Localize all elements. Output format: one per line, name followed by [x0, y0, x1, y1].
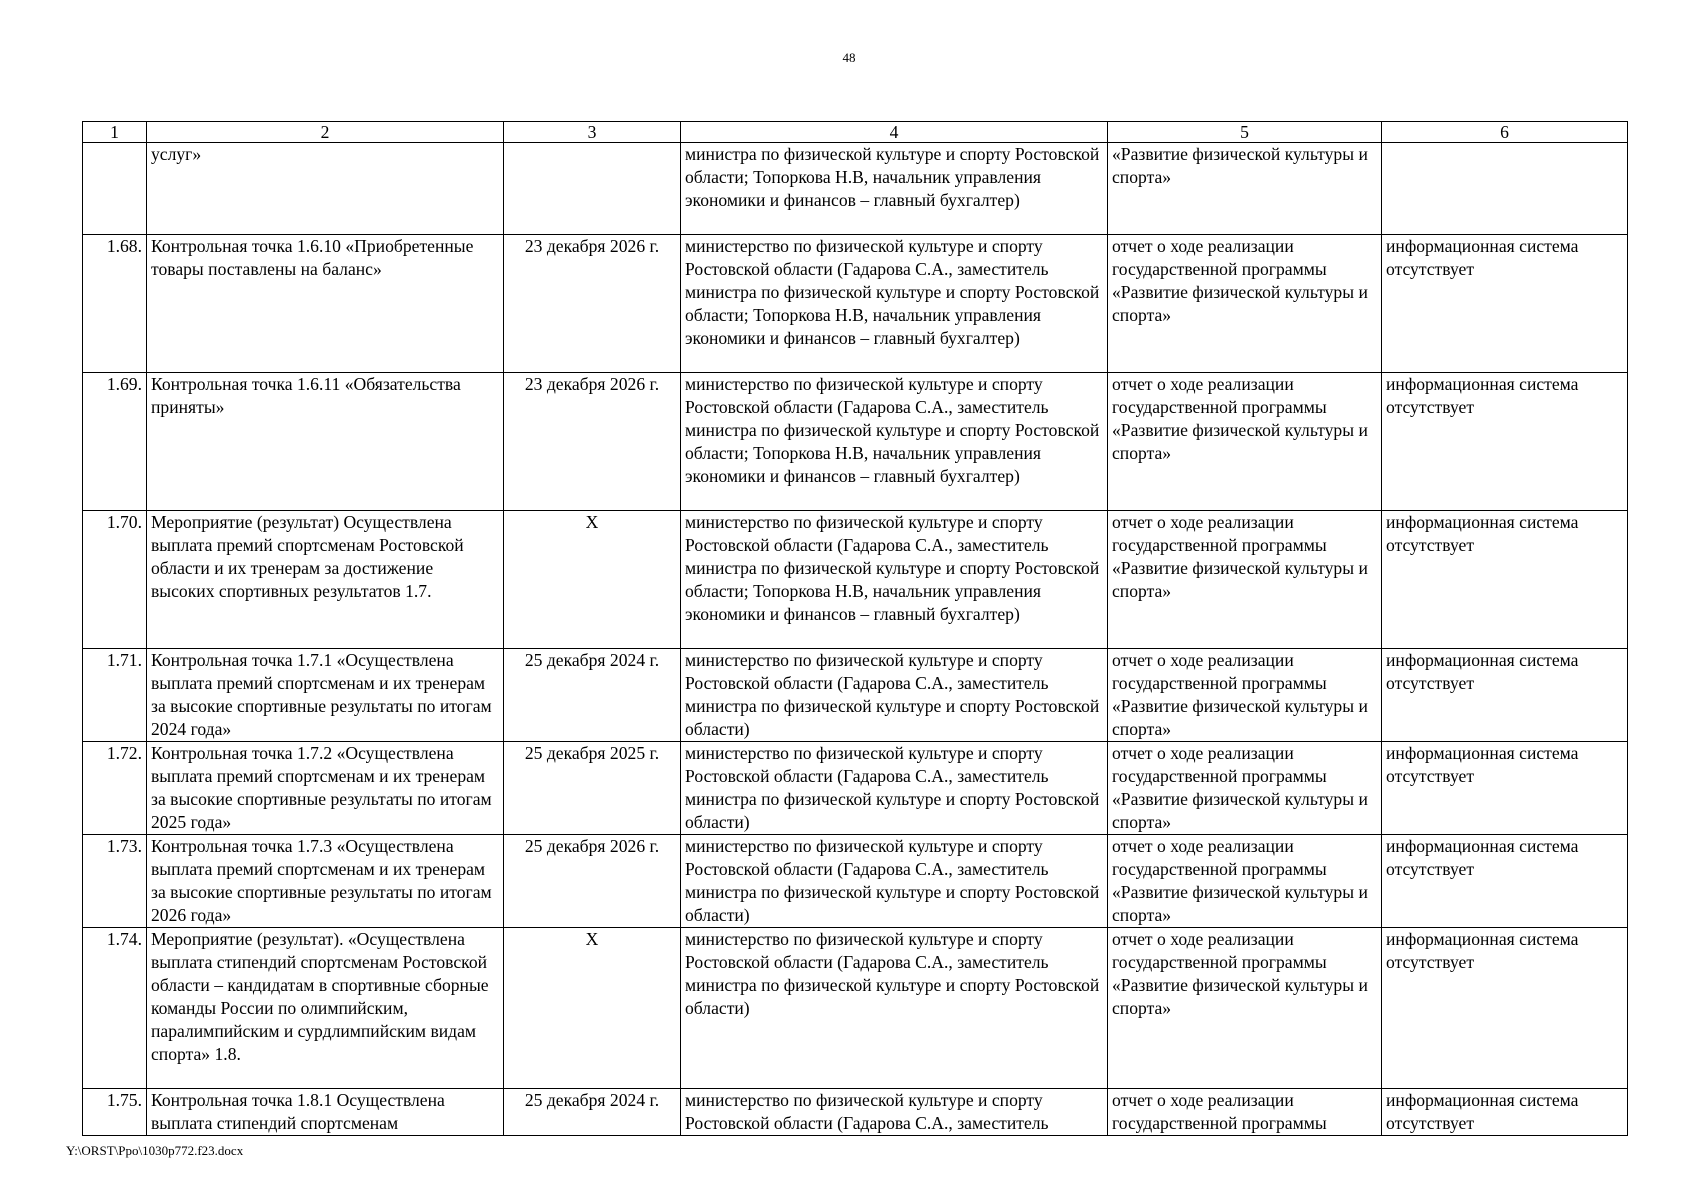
row-responsible: министра по физической культуре и спорту Ростовской области; Топоркова Н.В, начальник управления экономики и финансов – главный бухгалтер) — [681, 143, 1108, 235]
row-system: информационная система отсутствует — [1382, 649, 1628, 742]
column-header-6: 6 — [1382, 122, 1628, 143]
table-row — [83, 649, 1628, 742]
column-header-5: 5 — [1108, 122, 1382, 143]
row-document: отчет о ходе реализации государственной программы «Развитие физической культуры и спорта» — [1108, 928, 1382, 1089]
row-responsible: министерство по физической культуре и спорту Ростовской области (Гадарова С.А., заместитель министра по физической культуре и спорту Ростовской области) — [681, 649, 1108, 742]
row-document: отчет о ходе реализации государственной программы «Развитие физической культуры и спорта» — [1108, 649, 1382, 742]
row-system: информационная система отсутствует — [1382, 235, 1628, 373]
table-row — [83, 742, 1628, 835]
row-name: Контрольная точка 1.7.3 «Осуществлена выплата премий спортсменам и их тренерам за высокие спортивные результаты по итогам 2026 года» — [147, 835, 504, 928]
table-row — [83, 143, 1628, 235]
row-responsible: министерство по физической культуре и спорту Ростовской области (Гадарова С.А., заместитель министра по физической культуре и спорту Ростовской области; Топоркова Н.В, начальник управления экономики и финансов – главный бухгалтер) — [681, 511, 1108, 649]
row-date: 25 декабря 2025 г. — [504, 742, 681, 835]
row-responsible: министерство по физической культуре и спорту Ростовской области (Гадарова С.А., заместитель министра по физической культуре и спорту Ростовской области) — [681, 835, 1108, 928]
row-date: 25 декабря 2026 г. — [504, 835, 681, 928]
table-row — [83, 835, 1628, 928]
row-document: отчет о ходе реализации государственной программы — [1108, 1089, 1382, 1136]
row-date: 23 декабря 2026 г. — [504, 373, 681, 511]
row-number: 1.73. — [83, 835, 147, 928]
row-system: информационная система отсутствует — [1382, 373, 1628, 511]
row-system: информационная система отсутствует — [1382, 742, 1628, 835]
column-header-4: 4 — [681, 122, 1108, 143]
row-name: Контрольная точка 1.6.10 «Приобретенные товары поставлены на баланс» — [147, 235, 504, 373]
row-number: 1.69. — [83, 373, 147, 511]
row-responsible: министерство по физической культуре и спорту Ростовской области (Гадарова С.А., заместитель министра по физической культуре и спорту Ростовской области) — [681, 742, 1108, 835]
table-row — [83, 928, 1628, 1089]
row-number: 1.70. — [83, 511, 147, 649]
row-date: 25 декабря 2024 г. — [504, 649, 681, 742]
row-document: отчет о ходе реализации государственной программы «Развитие физической культуры и спорта» — [1108, 835, 1382, 928]
row-document: отчет о ходе реализации государственной программы «Развитие физической культуры и спорта» — [1108, 235, 1382, 373]
table-row — [83, 1089, 1628, 1136]
row-document: отчет о ходе реализации государственной программы «Развитие физической культуры и спорта» — [1108, 742, 1382, 835]
row-system: информационная система отсутствует — [1382, 1089, 1628, 1136]
row-date: X — [504, 511, 681, 649]
row-responsible: министерство по физической культуре и спорту Ростовской области (Гадарова С.А., заместитель министра по физической культуре и спорту Ростовской области) — [681, 928, 1108, 1089]
row-number — [83, 143, 147, 235]
column-header-1: 1 — [83, 122, 147, 143]
row-name: Мероприятие (результат). «Осуществлена выплата стипендий спортсменам Ростовской области – кандидатам в спортивные сборные команды России по олимпийским, паралимпийским и сурдлимпийским видам спорта» 1.8. — [147, 928, 504, 1089]
row-name: Контрольная точка 1.7.1 «Осуществлена выплата премий спортсменам и их тренерам за высокие спортивные результаты по итогам 2024 года» — [147, 649, 504, 742]
page-number: 48 — [842, 50, 856, 65]
row-date: 23 декабря 2026 г. — [504, 235, 681, 373]
row-number: 1.71. — [83, 649, 147, 742]
row-responsible: министерство по физической культуре и спорту Ростовской области (Гадарова С.А., заместитель — [681, 1089, 1108, 1136]
row-system: информационная система отсутствует — [1382, 835, 1628, 928]
row-date: 25 декабря 2024 г. — [504, 1089, 681, 1136]
column-header-2: 2 — [147, 122, 504, 143]
row-number: 1.68. — [83, 235, 147, 373]
table-row — [83, 511, 1628, 649]
row-name: Контрольная точка 1.6.11 «Обязательства приняты» — [147, 373, 504, 511]
table-header-row — [83, 122, 1628, 143]
file-path-footer: Y:\ORST\Ppo\1030p772.f23.docx — [66, 1143, 244, 1158]
plan-table — [82, 121, 1628, 1136]
row-system — [1382, 143, 1628, 235]
row-name: Контрольная точка 1.7.2 «Осуществлена выплата премий спортсменам и их тренерам за высокие спортивные результаты по итогам 2025 года» — [147, 742, 504, 835]
row-document: «Развитие физической культуры и спорта» — [1108, 143, 1382, 235]
row-name: Контрольная точка 1.8.1 Осуществлена выплата стипендий спортсменам — [147, 1089, 504, 1136]
table-row — [83, 373, 1628, 511]
row-document: отчет о ходе реализации государственной программы «Развитие физической культуры и спорта» — [1108, 373, 1382, 511]
column-header-3: 3 — [504, 122, 681, 143]
row-date: X — [504, 928, 681, 1089]
row-system: информационная система отсутствует — [1382, 928, 1628, 1089]
row-responsible: министерство по физической культуре и спорту Ростовской области (Гадарова С.А., заместитель министра по физической культуре и спорту Ростовской области; Топоркова Н.В, начальник управления экономики и финансов – главный бухгалтер) — [681, 373, 1108, 511]
table-row — [83, 235, 1628, 373]
row-name: Мероприятие (результат) Осуществлена выплата премий спортсменам Ростовской области и их тренерам за достижение высоких спортивных результатов 1.7. — [147, 511, 504, 649]
row-number: 1.74. — [83, 928, 147, 1089]
row-system: информационная система отсутствует — [1382, 511, 1628, 649]
row-name: услуг» — [147, 143, 504, 235]
row-document: отчет о ходе реализации государственной программы «Развитие физической культуры и спорта» — [1108, 511, 1382, 649]
row-responsible: министерство по физической культуре и спорту Ростовской области (Гадарова С.А., заместитель министра по физической культуре и спорту Ростовской области; Топоркова Н.В, начальник управления экономики и финансов – главный бухгалтер) — [681, 235, 1108, 373]
row-number: 1.72. — [83, 742, 147, 835]
row-number: 1.75. — [83, 1089, 147, 1136]
row-date — [504, 143, 681, 235]
